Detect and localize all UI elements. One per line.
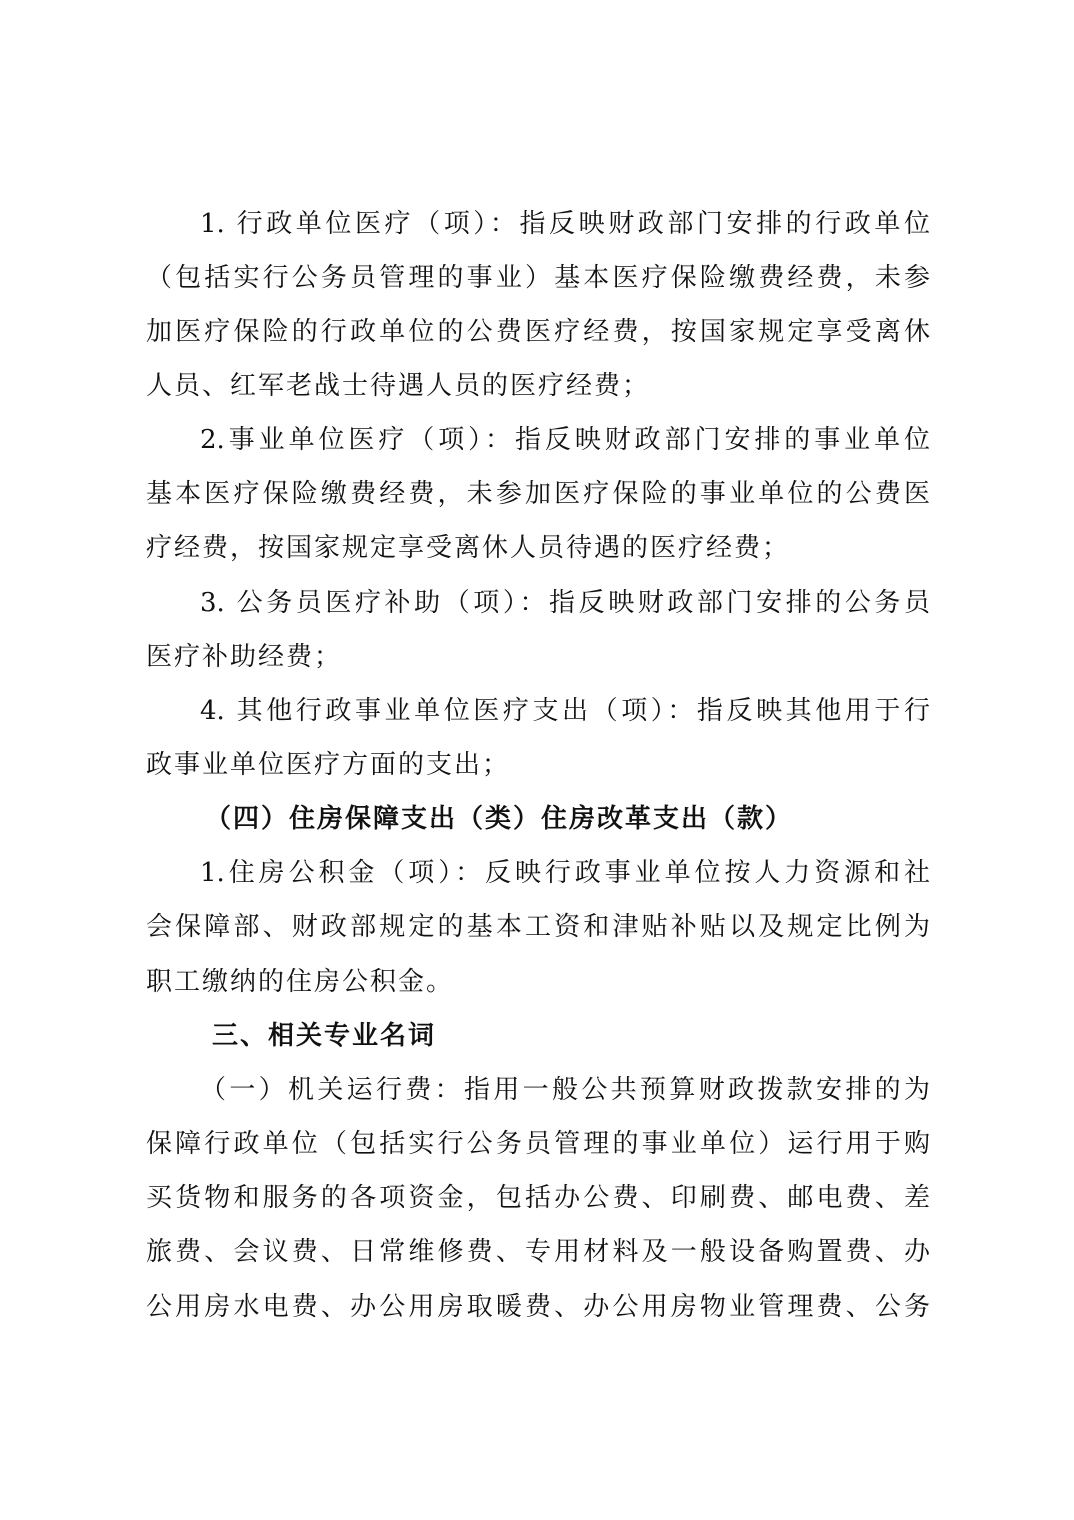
text-line: 3. 公务员医疗补助（项）：指反映财政部门安排的公务员 bbox=[200, 588, 930, 618]
text-line: （包括实行公务员管理的事业）基本医疗保险缴费经费，未参 bbox=[146, 263, 930, 293]
text-line: 基本医疗保险缴费经费，未参加医疗保险的事业单位的公费医 bbox=[146, 479, 930, 509]
text-line: （一）机关运行费：指用一般公共预算财政拨款安排的为 bbox=[200, 1075, 930, 1105]
text-line: 旅费、会议费、日常维修费、专用材料及一般设备购置费、办 bbox=[146, 1237, 930, 1267]
text-line: 医疗补助经费； bbox=[146, 642, 343, 672]
text-line: 公用房水电费、办公用房取暖费、办公用房物业管理费、公务 bbox=[146, 1292, 930, 1322]
section-heading-housing: （四）住房保障支出（类）住房改革支出（款） bbox=[205, 804, 794, 834]
text-line: 1. 行政单位医疗（项）：指反映财政部门安排的行政单位 bbox=[200, 209, 930, 239]
text-line: 加医疗保险的行政单位的公费医疗经费，按国家规定享受离休 bbox=[146, 317, 930, 347]
text-line: 1.住房公积金（项）：反映行政事业单位按人力资源和社 bbox=[200, 858, 930, 888]
text-line: 保障行政单位（包括实行公务员管理的事业单位）运行用于购 bbox=[146, 1129, 930, 1159]
text-line: 买货物和服务的各项资金，包括办公费、印刷费、邮电费、差 bbox=[146, 1183, 930, 1213]
text-line: 4. 其他行政事业单位医疗支出（项）：指反映其他用于行 bbox=[200, 696, 930, 726]
text-line: 疗经费，按国家规定享受离休人员待遇的医疗经费； bbox=[146, 533, 791, 563]
text-line: 职工缴纳的住房公积金。 bbox=[146, 967, 455, 997]
section-heading-terms: 三、相关专业名词 bbox=[212, 1021, 437, 1051]
text-line: 人员、红军老战士待遇人员的医疗经费； bbox=[146, 371, 651, 401]
text-line: 2.事业单位医疗（项）：指反映财政部门安排的事业单位 bbox=[200, 425, 930, 455]
text-line: 会保障部、财政部规定的基本工资和津贴补贴以及规定比例为 bbox=[146, 912, 930, 942]
text-line: 政事业单位医疗方面的支出； bbox=[146, 750, 511, 780]
